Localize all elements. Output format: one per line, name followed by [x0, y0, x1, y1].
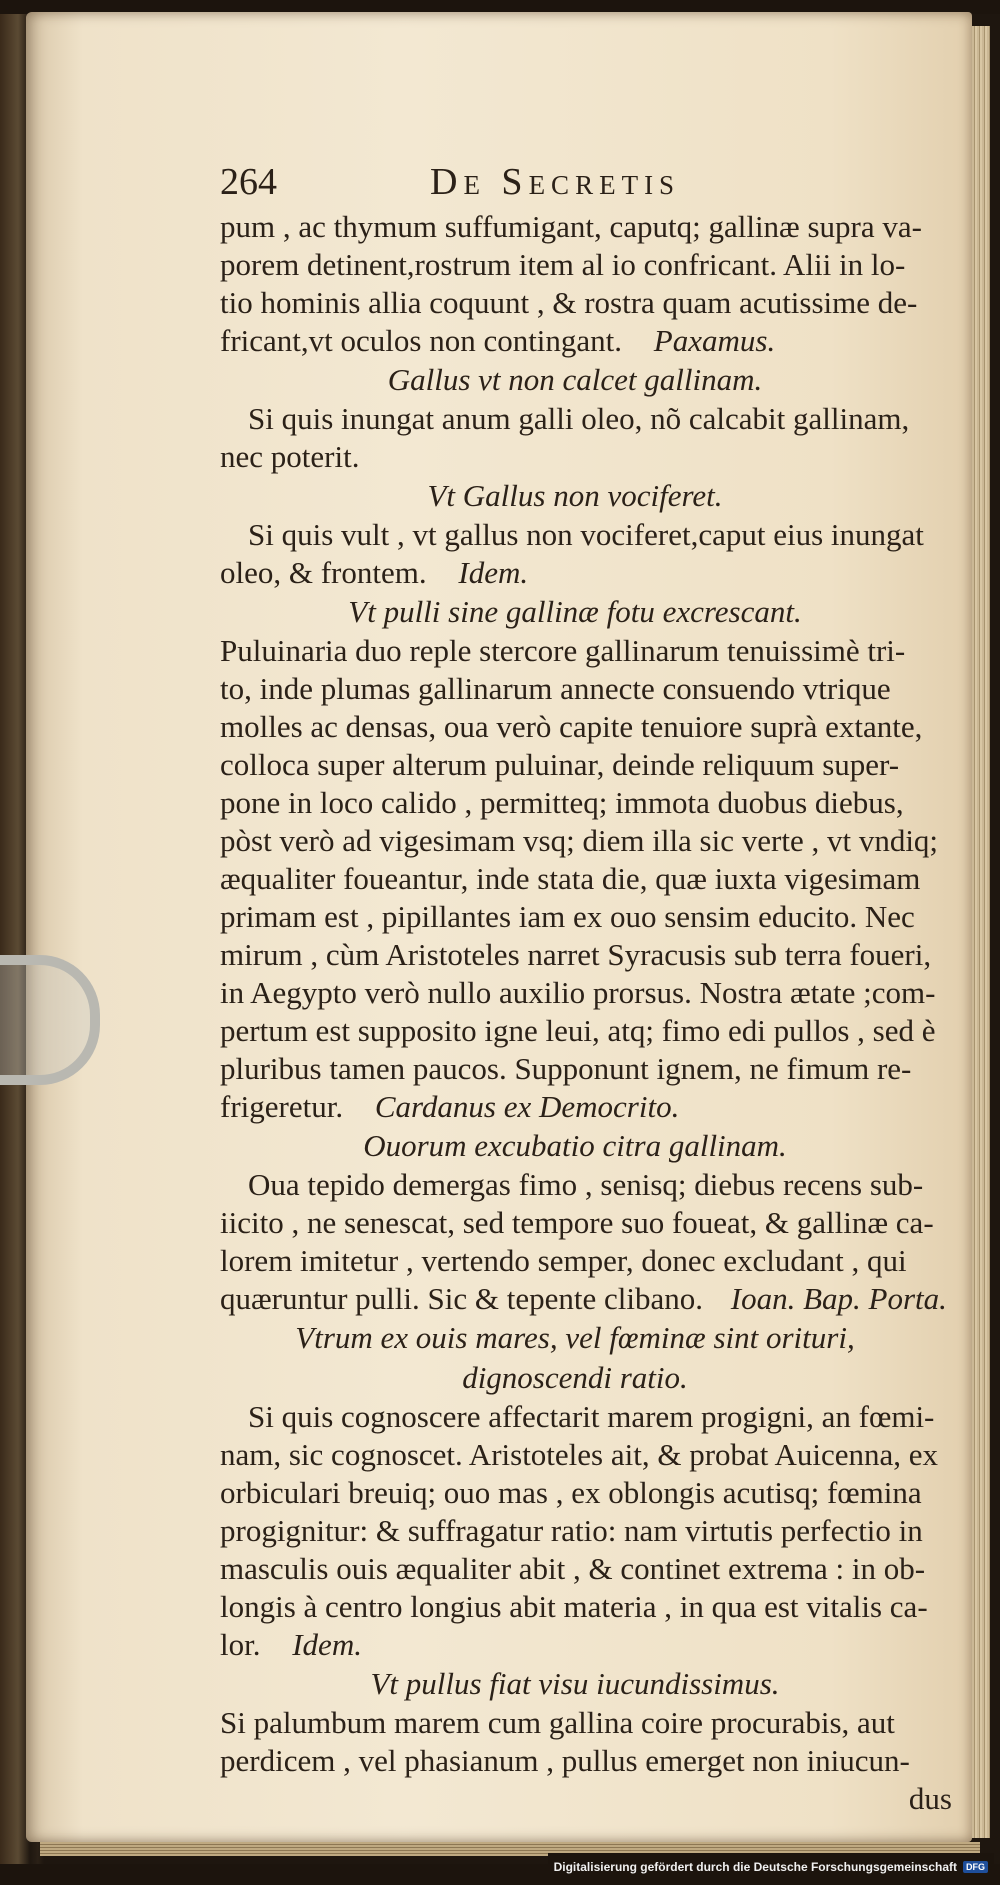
text-line: Si palumbum marem cum gallina coire procurabis, aut: [220, 1705, 895, 1740]
text-line: pòst verò ad vigesimam vsq; diem illa sic verte , vt vndiq;: [220, 823, 939, 858]
text-segment: oleo, & frontem.: [220, 555, 427, 590]
text-line: colloca super alterum puluinar, deinde reliquum super-: [220, 747, 900, 782]
text-segment: quæruntur pulli. Sic & tepente clibano.: [220, 1281, 703, 1316]
source-reference: Idem.: [458, 555, 529, 590]
text-line: Si quis inungat anum galli oleo, nõ calcabit gallinam,: [248, 401, 910, 436]
text-segment: lor.: [220, 1627, 261, 1662]
credit-text: Digitalisierung gefördert durch die Deutsche Forschungsgemeinschaft: [553, 1860, 957, 1874]
text-line: mirum , cùm Aristoteles narret Syracusis sub terra foueri,: [220, 937, 932, 972]
text-line: longis à centro longius abit materia , in qua est vitalis ca-: [220, 1589, 928, 1624]
text-line: primam est , pipillantes iam ex ouo sensim educito. Nec: [220, 899, 915, 934]
section-heading: Vtrum ex ouis mares, vel fœminæ sint orituri,: [295, 1320, 855, 1355]
text-line: pertum est supposito igne leui, atq; fimo edi pullos , sed è: [220, 1013, 936, 1048]
text-segment: fricant,vt oculos non contingant.: [220, 323, 623, 358]
text-line: nam, sic cognoscet. Aristoteles ait, & probat Auicenna, ex: [220, 1437, 938, 1472]
source-reference: Idem.: [292, 1627, 362, 1662]
text-block: [220, 160, 960, 1816]
text-line: Puluinaria duo reple stercore gallinarum tenuissimè tri-: [220, 633, 906, 668]
section-heading: Gallus vt non calcet gallinam.: [387, 362, 763, 397]
section-heading: Vt pulli sine gallinæ fotu excrescant.: [348, 594, 802, 629]
text-line: perdicem , vel phasianum , pullus emerget non iniucun-: [220, 1743, 910, 1778]
section-heading: Vt pullus fiat visu iucundissimus.: [370, 1666, 780, 1701]
page-edges-right: [972, 26, 990, 1838]
section-heading: Ouorum excubatio citra gallinam.: [363, 1128, 787, 1163]
text-line: iicito , ne senescat, sed tempore suo foueat, & gallinæ ca-: [220, 1205, 934, 1240]
source-reference: Ioan. Bap. Porta.: [730, 1281, 947, 1316]
text-line: porem detinent,rostrum item al io confricant. Alii in lo-: [220, 247, 906, 282]
source-reference: Paxamus.: [653, 323, 776, 358]
digitization-credit: [548, 1853, 994, 1881]
section-heading: dignoscendi ratio.: [462, 1360, 688, 1395]
text-line: [220, 1088, 960, 1126]
section-heading: Vt Gallus non vociferet.: [427, 478, 723, 513]
text-line: orbiculari breuiq; ouo mas , ex oblongis acutisq; fœmina: [220, 1475, 922, 1510]
text-line: molles ac densas, oua verò capite tenuiore suprà extante,: [220, 709, 923, 744]
text-line: pluribus tamen paucos. Supponunt ignem, ne fimum re-: [220, 1051, 912, 1086]
text-line: pone in loco calido , permitteq; immota duobus diebus,: [220, 785, 904, 820]
dfg-logo: DFG: [963, 1861, 988, 1873]
page-header: [220, 160, 960, 204]
text-line: tio hominis allia coquunt , & rostra quam acutissime de-: [220, 285, 918, 320]
text-line: pum , ac thymum suffumigant, caputq; gallinæ supra va-: [220, 209, 922, 244]
source-reference: Cardanus ex Democrito.: [374, 1089, 680, 1124]
text-line: masculis ouis æqualiter abit , & continet extrema : in ob-: [220, 1551, 926, 1586]
text-line: in Aegypto verò nullo auxilio prorsus. Nostra ætate ;com-: [220, 975, 936, 1010]
page-number: 264: [220, 161, 277, 203]
text-line: progignitur: & suffragatur ratio: nam virtutis perfectio in: [220, 1513, 923, 1548]
text-line: [220, 322, 960, 360]
text-line: Si quis vult , vt gallus non vociferet,caput eius inungat: [248, 517, 924, 552]
text-line: æqualiter foueantur, inde stata die, quæ iuxta vigesimam: [220, 861, 921, 896]
text-line: to, inde plumas gallinarum annecte consuendo vtrique: [220, 671, 891, 706]
running-head: De Secretis: [430, 161, 681, 203]
text-line: Si quis cognoscere affectarit marem progigni, an fœmi-: [248, 1399, 935, 1434]
text-line: Oua tepido demergas fimo , senisq; diebus recens sub-: [248, 1167, 924, 1202]
text-line: [220, 554, 960, 592]
text-line: lorem imitetur , vertendo semper, donec excludant , qui: [220, 1243, 907, 1278]
catchword: dus: [908, 1781, 952, 1816]
text-segment: frigeretur.: [220, 1089, 344, 1124]
text-line: [220, 1626, 960, 1664]
text-line: [220, 1280, 960, 1318]
text-line: nec poterit.: [220, 439, 360, 474]
